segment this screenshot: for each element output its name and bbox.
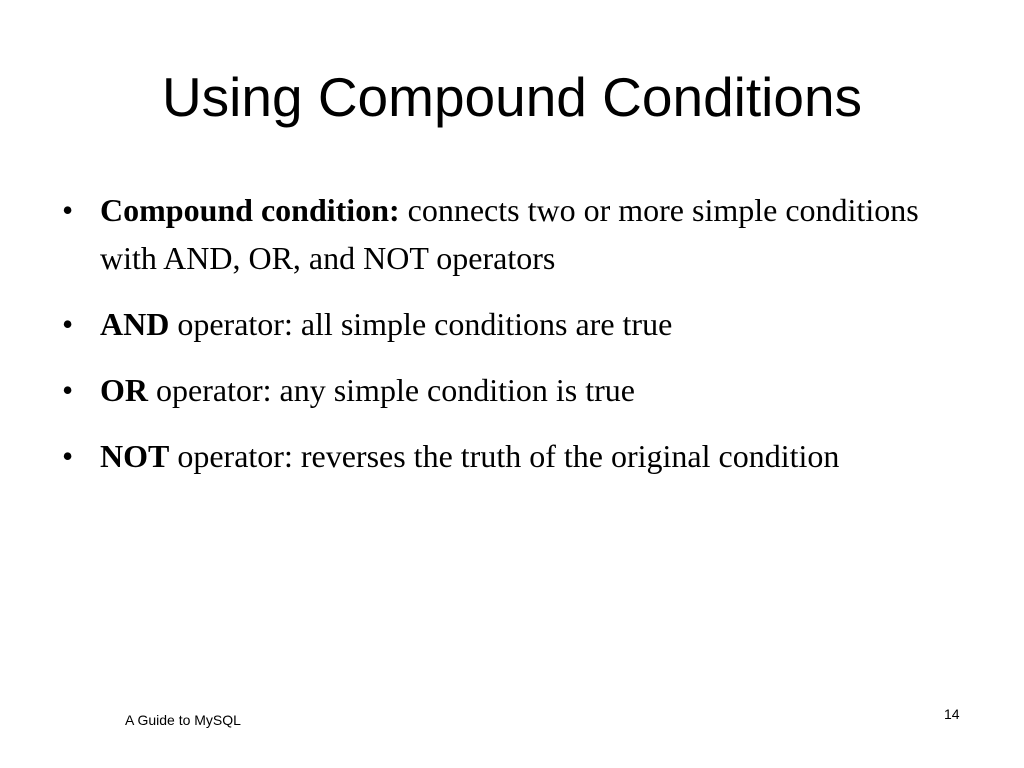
bullet-term: AND	[100, 306, 170, 342]
bullet-text: operator: any simple condition is true	[148, 372, 635, 408]
bullet-text: operator: reverses the truth of the original condition	[169, 438, 840, 474]
bullet-marker: •	[62, 306, 74, 342]
bullet-text: operator: all simple conditions are true	[169, 306, 673, 342]
bullet-marker: •	[62, 438, 74, 474]
bullet-item-and	[62, 300, 962, 348]
bullet-marker: •	[62, 372, 74, 408]
bullet-item-not	[62, 432, 962, 480]
bullet-list	[62, 186, 962, 498]
footer-text: A Guide to MySQL	[125, 712, 241, 728]
bullet-item-or	[62, 366, 962, 414]
bullet-item-compound-condition	[62, 186, 962, 282]
bullet-text: connects two or more simple conditions with AND, OR, and NOT operators	[100, 192, 919, 276]
bullet-term: OR	[100, 372, 148, 408]
page-number: 14	[944, 706, 960, 722]
slide-title: Using Compound Conditions	[161, 66, 863, 128]
bullet-marker: •	[62, 192, 74, 228]
bullet-term: NOT	[100, 438, 170, 474]
bullet-term: Compound condition:	[100, 192, 400, 228]
